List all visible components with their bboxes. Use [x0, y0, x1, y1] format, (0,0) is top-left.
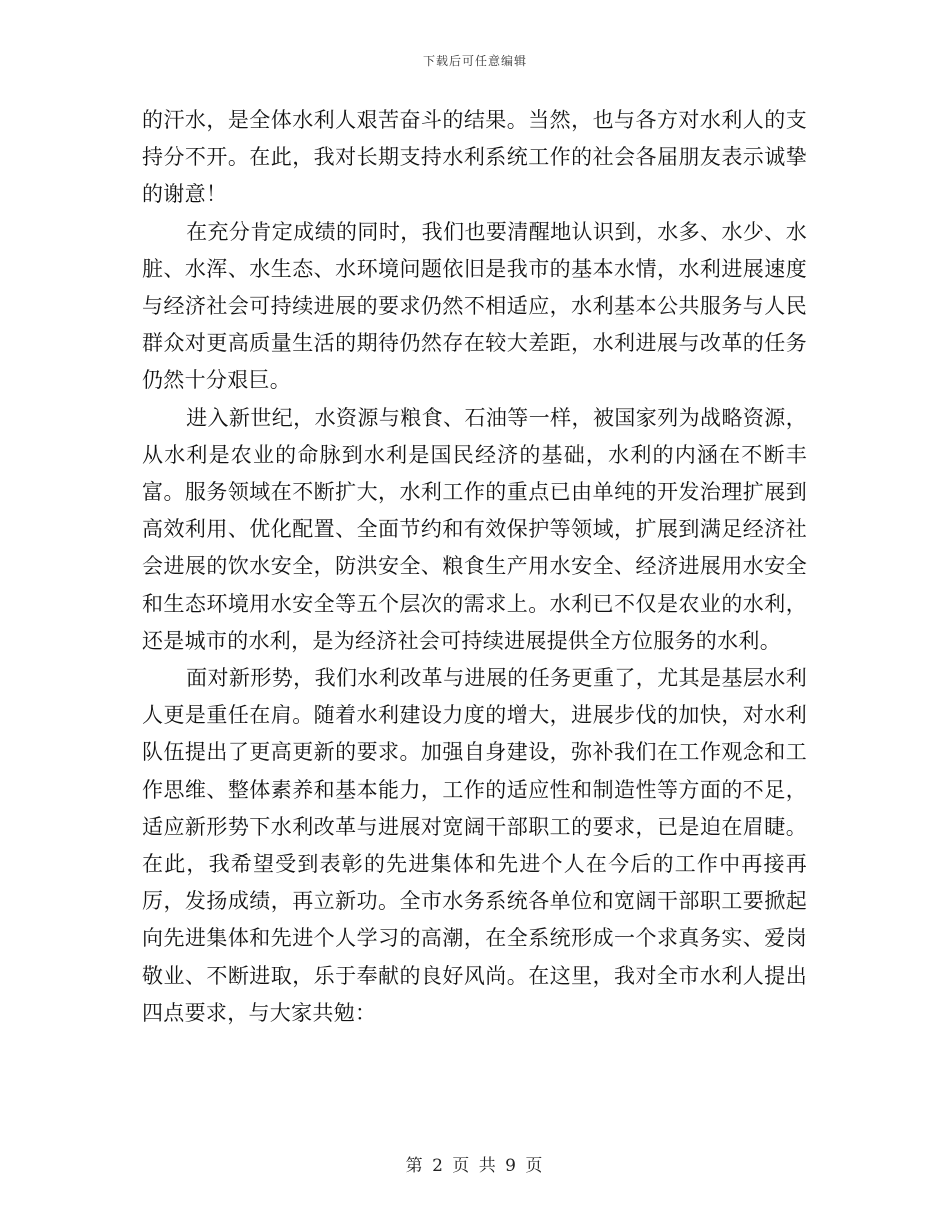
paragraph-continuation: 的汗水，是全体水利人艰苦奋斗的结果。当然，也与各方对水利人的支持分不开。在此，我对长期支持水利系统工作的社会各届朋友表示诚挚的谢意！: [142, 108, 807, 207]
paragraph-water-strategic-resource: 进入新世纪，水资源与粮食、石油等一样，被国家列为战略资源，从水利是农业的命脉到水利是国民经济的基础，水利的内涵在不断丰富。服务领域在不断扩大，水利工作的重点已由单纯的开发治理扩展到高效利用、优化配置、全面节约和有效保护等领域，扩展到满足经济社会进展的饮水安全，防洪安全、粮食生产用水安全、经济进展用水安全和生态环境用水安全等五个层次的需求上。水利已不仅是农业的水利，还是城市的水利，是为经济社会可持续进展提供全方位服务的水利。: [142, 405, 807, 653]
paragraph-new-situation-requirements: 面对新形势，我们水利改革与进展的任务更重了，尤其是基层水利人更是重任在肩。随着水利建设力度的增大，进展步伐的加快，对水利队伍提出了更高更新的要求。加强自身建设，弥补我们在工作观念和工作思维、整体素养和基本能力，工作的适应性和制造性等方面的不足，适应新形势下水利改革与进展对宽阔干部职工的要求，已是迫在眉睫。在此，我希望受到表彰的先进集体和先进个人在今后的工作中再接再厉，发扬成绩，再立新功。全市水务系统各单位和宽阔干部职工要掀起向先进集体和先进个人学习的高潮，在全系统形成一个求真务实、爱岗敬业、不断进取，乐于奉献的良好风尚。在这里，我对全市水利人提出四点要求，与大家共勉：: [142, 666, 807, 1025]
paragraph-achievements-challenges: 在充分肯定成绩的同时，我们也要清醒地认识到，水多、水少、水脏、水浑、水生态、水环境问题依旧是我市的基本水情，水利进展速度与经济社会可持续进展的要求仍然不相适应，水利基本公共服务与人民群众对更高质量生活的期待仍然存在较大差距，水利进展与改革的任务仍然十分艰巨。: [142, 219, 807, 393]
page-header-note: 下载后可任意编辑: [422, 54, 527, 68]
page-number-footer: 第 2 页 共 9 页: [405, 1156, 545, 1176]
document-body: [142, 102, 807, 1032]
